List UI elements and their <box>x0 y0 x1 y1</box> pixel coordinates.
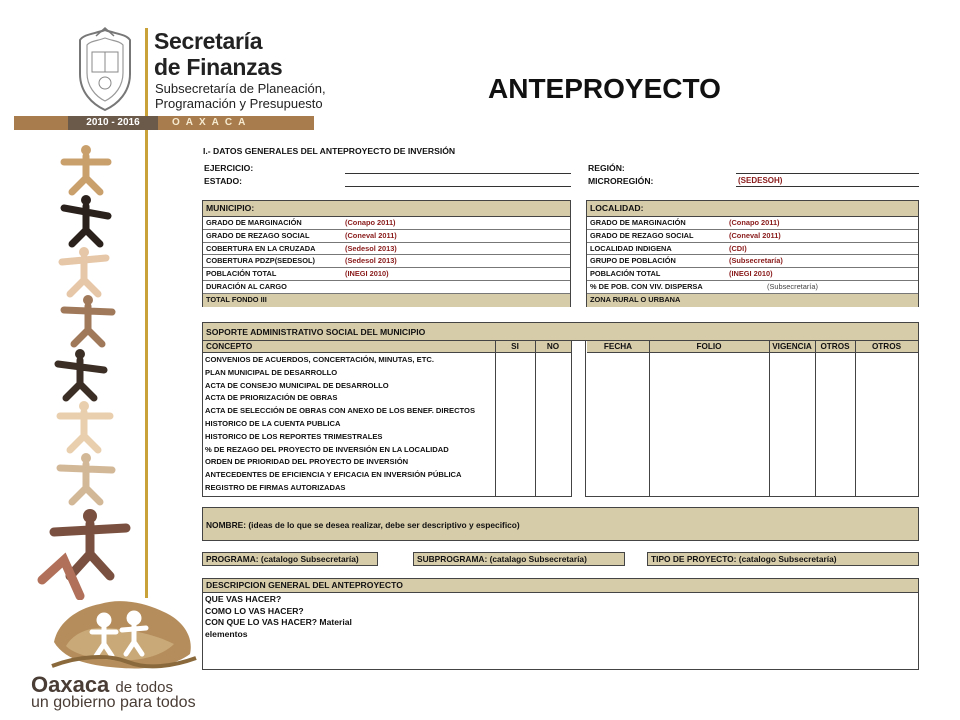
localidad-title: LOCALIDAD: <box>587 201 918 217</box>
subprograma-field[interactable]: SUBPROGRAMA: (catalago Subsecretaría) <box>413 552 625 566</box>
microregion-field[interactable]: (SEDESOH) <box>736 175 919 187</box>
col-divider <box>535 341 536 497</box>
section-title-general: I.- DATOS GENERALES DEL ANTEPROYECTO DE INVERSIÓN <box>203 146 456 156</box>
localidad-row[interactable]: LOCALIDAD INDIGENA (CDI) <box>587 243 918 256</box>
col-divider <box>585 341 586 497</box>
footer-brand: Oaxaca de todos <box>31 672 173 697</box>
concept-item: ANTECEDENTES DE EFICIENCIA Y EFICACIA EN INVERSIÓN PÚBLICA <box>205 470 462 480</box>
localidad-row[interactable]: GRADO DE MARGINACIÓN (Conapo 2011) <box>587 217 918 230</box>
state-seal-icon <box>74 26 136 112</box>
col-concepto: CONCEPTO <box>203 341 495 353</box>
col-folio: FOLIO <box>649 341 769 353</box>
col-divider <box>571 341 572 497</box>
municipio-row[interactable]: POBLACIÓN TOTAL (INEGI 2010) <box>203 268 570 281</box>
col-divider <box>769 341 770 497</box>
col-otros-1: OTROS <box>815 341 855 353</box>
localidad-box <box>586 200 919 307</box>
region-label: REGIÓN: <box>588 163 625 173</box>
municipio-row[interactable]: COBERTURA PDZP(SEDESOL) (Sedesol 2013) <box>203 255 570 268</box>
descripcion-line: COMO LO VAS HACER? <box>205 605 304 616</box>
concept-item: ACTA DE PRIORIZACIÓN DE OBRAS <box>205 393 338 403</box>
ejercicio-field[interactable] <box>345 173 571 174</box>
municipio-box <box>202 200 571 307</box>
concept-item: ORDEN DE PRIORIDAD DEL PROYECTO DE INVERSIÓN <box>205 457 409 467</box>
col-si: SI <box>495 341 535 353</box>
descripcion-line: CON QUE LO VAS HACER? Material <box>205 617 352 628</box>
localidad-row[interactable]: % DE POB. CON VIV. DISPERSA (Subsecretaría) <box>587 281 918 294</box>
municipio-row[interactable]: DURACIÓN AL CARGO <box>203 281 570 294</box>
years-label: 2010 - 2016 <box>68 116 158 130</box>
concept-item: HISTORICO DE LA CUENTA PUBLICA <box>205 418 341 428</box>
org-subtitle: Subsecretaría de Planeación, Programación y Presupuesto <box>155 81 326 111</box>
municipio-row[interactable]: GRADO DE MARGINACIÓN (Conapo 2011) <box>203 217 570 230</box>
col-divider <box>815 341 816 497</box>
localidad-row[interactable]: GRUPO DE POBLACIÓN (Subsecretaría) <box>587 255 918 268</box>
municipio-row[interactable]: GRADO DE REZAGO SOCIAL (Coneval 2011) <box>203 230 570 243</box>
municipio-title: MUNICIPIO: <box>203 201 570 217</box>
descripcion-box[interactable] <box>202 578 919 670</box>
descripcion-line: elementos <box>205 628 248 639</box>
col-vigencia: VIGENCIA <box>769 341 815 353</box>
tipo-proyecto-field[interactable]: TIPO DE PROYECTO: (catalogo Subsecretaría) <box>647 552 919 566</box>
total-fondo-row: TOTAL FONDO III <box>203 294 570 307</box>
gold-divider <box>145 28 148 598</box>
col-fecha: FECHA <box>587 341 649 353</box>
concept-item: HISTORICO DE LOS REPORTES TRIMESTRALES <box>205 431 383 441</box>
col-divider <box>495 341 496 497</box>
localidad-row[interactable]: GRADO DE REZAGO SOCIAL (Coneval 2011) <box>587 230 918 243</box>
municipio-row[interactable]: COBERTURA EN LA CRUZADA (Sedesol 2013) <box>203 243 570 256</box>
col-otros-2: OTROS <box>855 341 918 353</box>
concept-item: PLAN MUNICIPAL DE DESARROLLO <box>205 367 338 377</box>
soporte-table <box>202 322 919 497</box>
table-gap <box>571 341 585 497</box>
estado-field[interactable] <box>345 186 571 187</box>
microregion-label: MICROREGIÓN: <box>588 176 654 186</box>
descripcion-title: DESCRIPCION GENERAL DEL ANTEPROYECTO <box>203 579 918 593</box>
col-no: NO <box>535 341 571 353</box>
paper-people-figures <box>34 140 144 600</box>
concept-item: ACTA DE SELECCIÓN DE OBRAS CON ANEXO DE LOS BENEF. DIRECTOS <box>205 406 476 416</box>
col-divider <box>649 341 650 497</box>
state-label: OAXACA <box>172 117 252 128</box>
footer-slogan: un gobierno para todos <box>31 694 196 711</box>
zona-row: ZONA RURAL O URBANA <box>587 294 918 307</box>
concept-item: REGISTRO DE FIRMAS AUTORIZADAS <box>205 482 346 492</box>
ejercicio-label: EJERCICIO: <box>204 163 254 173</box>
concept-list <box>205 354 475 495</box>
programa-field[interactable]: PROGRAMA: (catalogo Subsecretaría) <box>202 552 378 566</box>
concept-item: CONVENIOS DE ACUERDOS, CONCERTACIÓN, MINUTAS, ETC. <box>205 355 434 364</box>
year-band <box>14 116 314 130</box>
oaxaca-map-logo <box>48 592 198 674</box>
nombre-field[interactable]: NOMBRE: (ideas de lo que se desea realizar, debe ser descriptivo y especifico) <box>202 507 919 541</box>
concept-item: ACTA DE CONSEJO MUNICIPAL DE DESARROLLO <box>205 380 389 390</box>
descripcion-line: QUE VAS HACER? <box>205 594 282 604</box>
localidad-row[interactable]: POBLACIÓN TOTAL (INEGI 2010) <box>587 268 918 281</box>
soporte-title: SOPORTE ADMINISTRATIVO SOCIAL DEL MUNICIPIO <box>203 323 918 341</box>
region-field[interactable] <box>736 173 919 174</box>
estado-label: ESTADO: <box>204 176 243 186</box>
page-title: ANTEPROYECTO <box>488 73 721 104</box>
org-title: Secretaría de Finanzas <box>154 28 283 80</box>
concept-item: % DE REZAGO DEL PROYECTO DE INVERSIÓN EN LA LOCALIDAD <box>205 444 449 454</box>
col-divider <box>855 341 856 497</box>
